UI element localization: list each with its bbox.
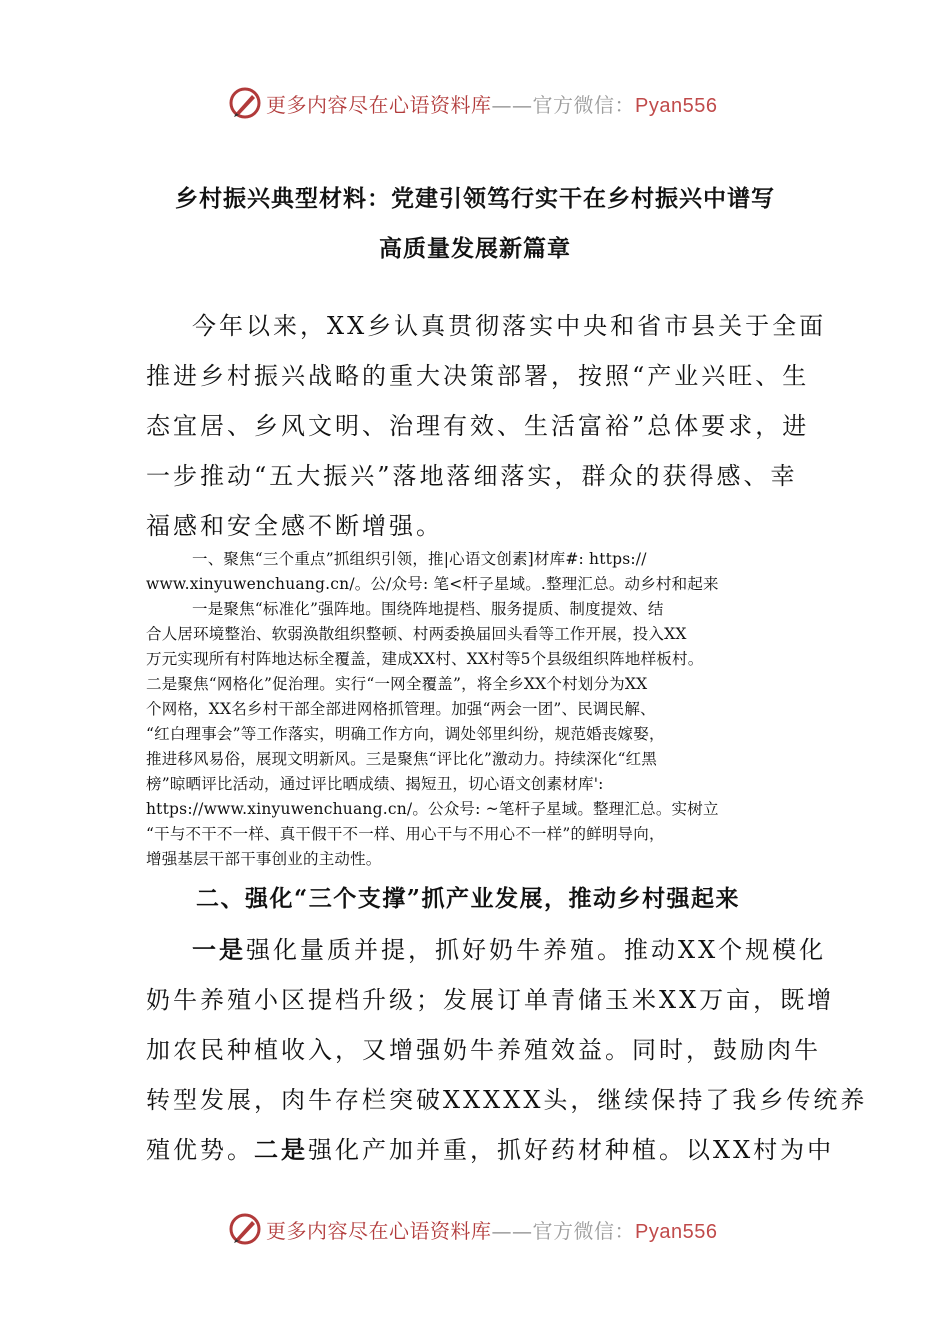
intro-line: 态宜居、乡风文明、治理有效、生活富裕”总体要求，进 [146, 412, 810, 440]
banner-dash: —— [491, 93, 533, 117]
banner-dash: —— [491, 1219, 533, 1243]
intro-line: 推进乡村振兴战略的重大决策部署，按照“产业兴旺、生 [146, 362, 810, 390]
lead-marker: 一是 [192, 935, 246, 964]
section1-line: “干与不干不一样、真干假干不一样、用心干与不用心不一样”的鲜明导向， [146, 825, 665, 843]
document-title-line1: 乡村振兴典型材料：党建引领笃行实干在乡村振兴中谱写 [175, 185, 775, 212]
section1-line: “红白理事会”等工作落实，明确工作方向，调处邻里纠纷，规范婚丧嫁娶， [146, 725, 665, 743]
banner-wechat-label: 官方微信： [532, 93, 635, 117]
document-title-line2: 高质量发展新篇章 [379, 235, 571, 262]
section1-line: 二是聚焦“网格化”促治理。实行“一网全覆盖”，将全乡XX个村划分为XX [146, 675, 648, 693]
banner-wechat-label: 官方微信： [532, 1219, 635, 1243]
lead-marker: 二是 [254, 1135, 308, 1164]
section2-line [192, 930, 826, 965]
section2-line: 加农民种植收入，又增强奶牛养殖效益。同时，鼓励肉牛 [146, 1036, 821, 1064]
banner-text [266, 89, 717, 118]
section1-line: 万元实现所有村阵地达标全覆盖，建成XX村、XX村等5个县级组织阵地样板村。 [146, 650, 704, 668]
banner-library: 更多内容尽在心语资料库 [266, 93, 492, 117]
section1-line: 榜”晾晒评比活动，通过评比晒成绩、揭短丑，切心语文创素材库': [146, 775, 604, 793]
section1-line: 增强基层干部干事创业的主动性。 [146, 850, 382, 868]
section2-text: 强化产加并重，抓好药材种植。以XX村为中 [308, 1136, 835, 1164]
banner-library: 更多内容尽在心语资料库 [266, 1219, 492, 1243]
section2-line: 转型发展，肉牛存栏突破XXXXX头，继续保持了我乡传统养 [146, 1086, 868, 1114]
section2-text: 殖优势。 [146, 1136, 254, 1164]
section2-line [146, 1130, 834, 1165]
section1-line: 一是聚焦“标准化”强阵地。围绕阵地提档、服务提质、制度提效、结 [192, 600, 664, 618]
section2-line: 奶牛养殖小区提档升级；发展订单青储玉米XX万亩，既增 [146, 986, 835, 1014]
section2-heading: 二、强化“三个支撑”抓产业发展，推动乡村强起来 [196, 885, 740, 912]
banner-wechat-id: Pyan556 [635, 1221, 718, 1243]
intro-line: 今年以来，XX乡认真贯彻落实中央和省市县关于全面 [192, 312, 827, 340]
pen-logo-icon [228, 1212, 262, 1246]
banner-text [266, 1215, 717, 1244]
intro-line: 一步推动“五大振兴”落地落细落实，群众的获得感、幸 [146, 462, 798, 490]
pen-logo-icon [228, 86, 262, 120]
section2-text: 强化量质并提，抓好奶牛养殖。推动XX个规模化 [246, 936, 827, 964]
intro-line: 福感和安全感不断增强。 [146, 512, 443, 540]
header-banner [0, 84, 950, 124]
section1-line: 一、聚焦“三个重点”抓组织引领，推|心语文创素]材库#: https:// [192, 550, 647, 568]
section1-line: 合人居环境整治、软弱涣散组织整顿、村两委换届回头看等工作开展，投入XX [146, 625, 687, 643]
banner-wechat-id: Pyan556 [635, 95, 718, 117]
section1-line: https://www.xinyuwenchuang.cn/。公众号: ~笔杆子星域。整理汇总。实树立 [146, 800, 719, 818]
section1-line: 个网格，XX名乡村干部全部进网格抓管理。加强“两会一团”、民调民解、 [146, 700, 656, 718]
section1-line: www.xinyuwenchuang.cn/。公/众号: 笔<杆子星域。.整理汇总。动乡村和起来 [146, 575, 719, 593]
footer-banner [0, 1210, 950, 1250]
section1-line: 推进移风易俗，展现文明新风。三是聚焦“评比化”激动力。持续深化“红黑 [146, 750, 658, 768]
